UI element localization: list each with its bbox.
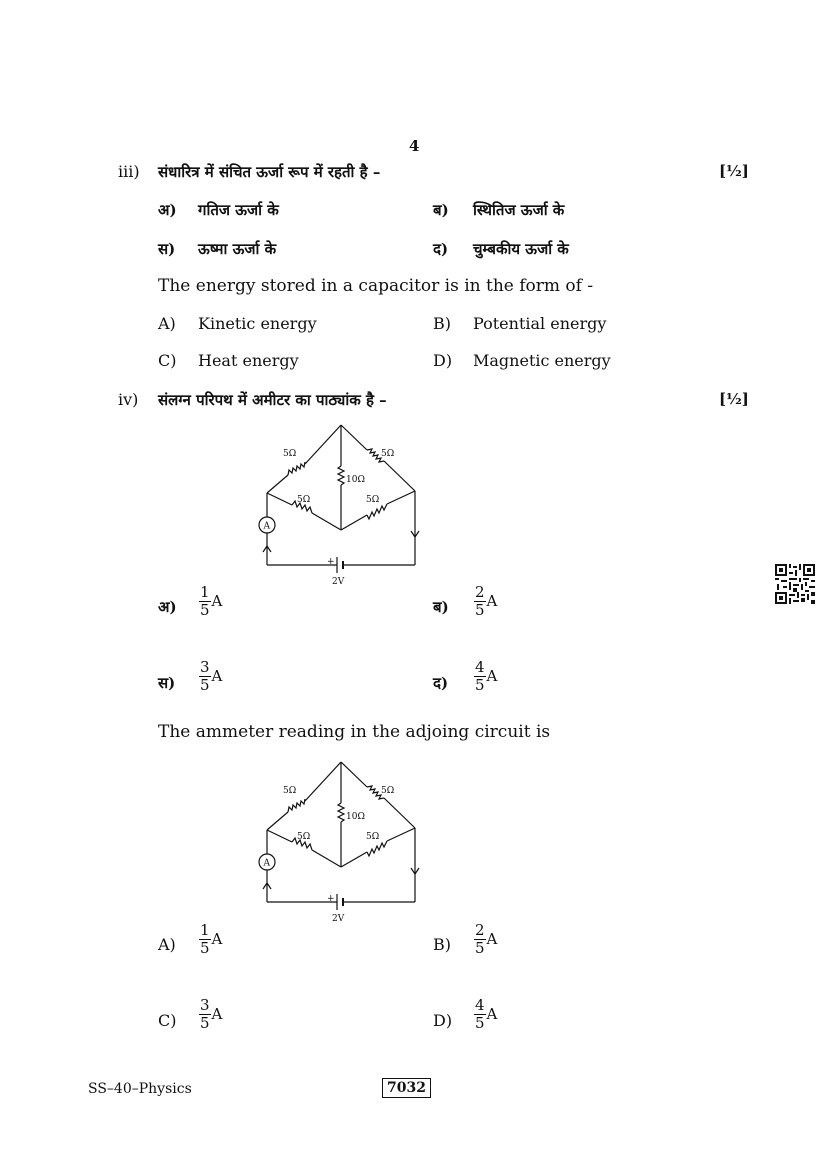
label-resistor-bottom-left: 5Ω	[297, 495, 311, 505]
label-resistor-top-right: 5Ω	[381, 449, 395, 459]
fraction-denominator: 5	[475, 601, 485, 619]
q4-english-option-value-a	[199, 922, 222, 957]
fraction	[474, 659, 486, 694]
fraction	[199, 922, 211, 957]
wire-top-left-2	[305, 425, 341, 464]
fraction	[474, 922, 486, 957]
fraction-unit: A	[211, 666, 223, 685]
q4-english-option-value-d	[474, 997, 497, 1032]
question-iii-english-text: The energy stored in a capacitor is in the form of -	[158, 276, 594, 296]
resistor-top-left-zigzag	[288, 462, 305, 475]
fraction-numerator: 2	[475, 921, 485, 939]
circuit-diagram-hindi	[255, 420, 425, 588]
fraction-denominator: 5	[475, 1014, 485, 1032]
q4-english-option-label-b: B)	[433, 935, 451, 954]
resistor-middle-zigzag	[338, 803, 344, 822]
q3-english-option-text-d: Magnetic energy	[473, 351, 611, 370]
fraction-denominator: 5	[475, 939, 485, 957]
fraction-numerator: 2	[475, 583, 485, 601]
label-resistor-top-right: 5Ω	[381, 786, 395, 796]
wire-bottom-right-2	[387, 828, 415, 841]
q3-english-option-text-a: Kinetic energy	[198, 314, 317, 333]
wire-top-left-1	[267, 812, 288, 830]
fraction-unit: A	[211, 591, 223, 610]
question-iv-marks: [½]	[719, 390, 749, 408]
q3-english-option-label-a: A)	[158, 314, 176, 333]
q4-english-option-value-c	[199, 997, 222, 1032]
label-battery-plus: +	[327, 557, 335, 567]
label-resistor-top-left: 5Ω	[283, 449, 297, 459]
q4-hindi-option-value-d	[474, 659, 497, 694]
fraction	[199, 997, 211, 1032]
wire-top-right-2	[384, 461, 415, 491]
circuit-diagram-english	[255, 757, 425, 925]
fraction-denominator: 5	[475, 676, 485, 694]
q3-english-option-text-c: Heat energy	[198, 351, 299, 370]
label-ammeter: A	[263, 521, 270, 532]
q3-hindi-option-text-b: स्थितिज ऊर्जा के	[473, 201, 565, 219]
label-resistor-bottom-left: 5Ω	[297, 832, 311, 842]
question-iii-hindi-text: संधारित्र में संचित ऊर्जा रूप में रहती है –	[158, 163, 381, 181]
wire-bottom-right-2	[387, 491, 415, 504]
fraction-numerator: 4	[475, 658, 485, 676]
wire-bottom-right-1	[341, 852, 367, 867]
fraction-unit: A	[211, 1004, 223, 1023]
qr-code	[775, 564, 815, 604]
question-iii-number: iii)	[118, 162, 140, 181]
question-iii-marks: [½]	[719, 162, 749, 180]
q4-english-option-label-a: A)	[158, 935, 176, 954]
q3-hindi-option-text-c: ऊष्मा ऊर्जा के	[198, 240, 277, 258]
wire-bottom-right-1	[341, 515, 367, 530]
fraction-unit: A	[486, 591, 498, 610]
label-battery-voltage: 2V	[332, 577, 345, 587]
fraction-denominator: 5	[200, 601, 210, 619]
wire-top-left-2	[305, 762, 341, 801]
resistor-middle-zigzag	[338, 466, 344, 485]
fraction	[199, 659, 211, 694]
fraction-denominator: 5	[200, 1014, 210, 1032]
fraction-unit: A	[211, 929, 223, 948]
q3-english-option-label-d: D)	[433, 351, 453, 370]
q4-hindi-option-value-b	[474, 584, 497, 619]
fraction-denominator: 5	[200, 939, 210, 957]
q3-hindi-option-label-b: ब)	[433, 201, 449, 219]
q3-english-option-label-c: C)	[158, 351, 177, 370]
q3-english-option-text-b: Potential energy	[473, 314, 607, 333]
wire-bottom-left-2	[312, 513, 341, 530]
q4-english-option-value-b	[474, 922, 497, 957]
q4-hindi-option-label-b: ब)	[433, 598, 449, 616]
wire-bottom-left-2	[312, 850, 341, 867]
fraction	[199, 584, 211, 619]
question-iv-english-text: The ammeter reading in the adjoing circuit is	[158, 722, 551, 742]
label-resistor-bottom-right: 5Ω	[366, 495, 380, 505]
q4-hindi-option-value-c	[199, 659, 222, 694]
fraction-numerator: 1	[200, 583, 210, 601]
label-battery-voltage: 2V	[332, 914, 345, 924]
wire-bottom-left-1	[267, 493, 292, 505]
footer-page-code: 7032	[382, 1078, 431, 1098]
question-iv-number: iv)	[118, 390, 139, 409]
q3-english-option-label-b: B)	[433, 314, 451, 333]
wire-top-left-1	[267, 475, 288, 493]
resistor-bottom-right-zigzag	[367, 841, 387, 856]
page-number: 4	[409, 137, 420, 155]
q4-english-option-label-c: C)	[158, 1011, 177, 1030]
resistor-top-left-zigzag	[288, 799, 305, 812]
label-resistor-top-left: 5Ω	[283, 786, 297, 796]
q3-hindi-option-label-d: द)	[433, 240, 449, 258]
fraction-unit: A	[486, 1004, 498, 1023]
q4-hindi-option-label-d: द)	[433, 674, 449, 692]
label-resistor-bottom-right: 5Ω	[366, 832, 380, 842]
q4-hindi-option-label-c: स)	[158, 674, 176, 692]
footer-paper-code: SS–40–Physics	[88, 1081, 192, 1097]
label-ammeter: A	[263, 858, 270, 869]
q3-hindi-option-text-d: चुम्बकीय ऊर्जा के	[473, 240, 569, 258]
fraction-numerator: 1	[200, 921, 210, 939]
label-battery-plus: +	[327, 894, 335, 904]
q3-hindi-option-text-a: गतिज ऊर्जा के	[198, 201, 279, 219]
q4-english-option-label-d: D)	[433, 1011, 453, 1030]
wire-top-right-2	[384, 798, 415, 828]
resistor-bottom-right-zigzag	[367, 504, 387, 519]
label-resistor-middle: 10Ω	[346, 812, 365, 822]
q4-hindi-option-label-a: अ)	[158, 598, 177, 616]
wire-top-right-1	[341, 762, 367, 787]
fraction-denominator: 5	[200, 676, 210, 694]
fraction-numerator: 3	[200, 996, 210, 1014]
fraction-numerator: 4	[475, 996, 485, 1014]
fraction	[474, 584, 486, 619]
question-iv-hindi-text: संलग्न परिपथ में अमीटर का पाठ्यांक है –	[158, 391, 387, 409]
q3-hindi-option-label-c: स)	[158, 240, 176, 258]
fraction-unit: A	[486, 929, 498, 948]
fraction-unit: A	[486, 666, 498, 685]
label-resistor-middle: 10Ω	[346, 475, 365, 485]
wire-top-right-1	[341, 425, 367, 450]
q3-hindi-option-label-a: अ)	[158, 201, 177, 219]
q4-hindi-option-value-a	[199, 584, 222, 619]
wire-bottom-left-1	[267, 830, 292, 842]
fraction-numerator: 3	[200, 658, 210, 676]
fraction	[474, 997, 486, 1032]
